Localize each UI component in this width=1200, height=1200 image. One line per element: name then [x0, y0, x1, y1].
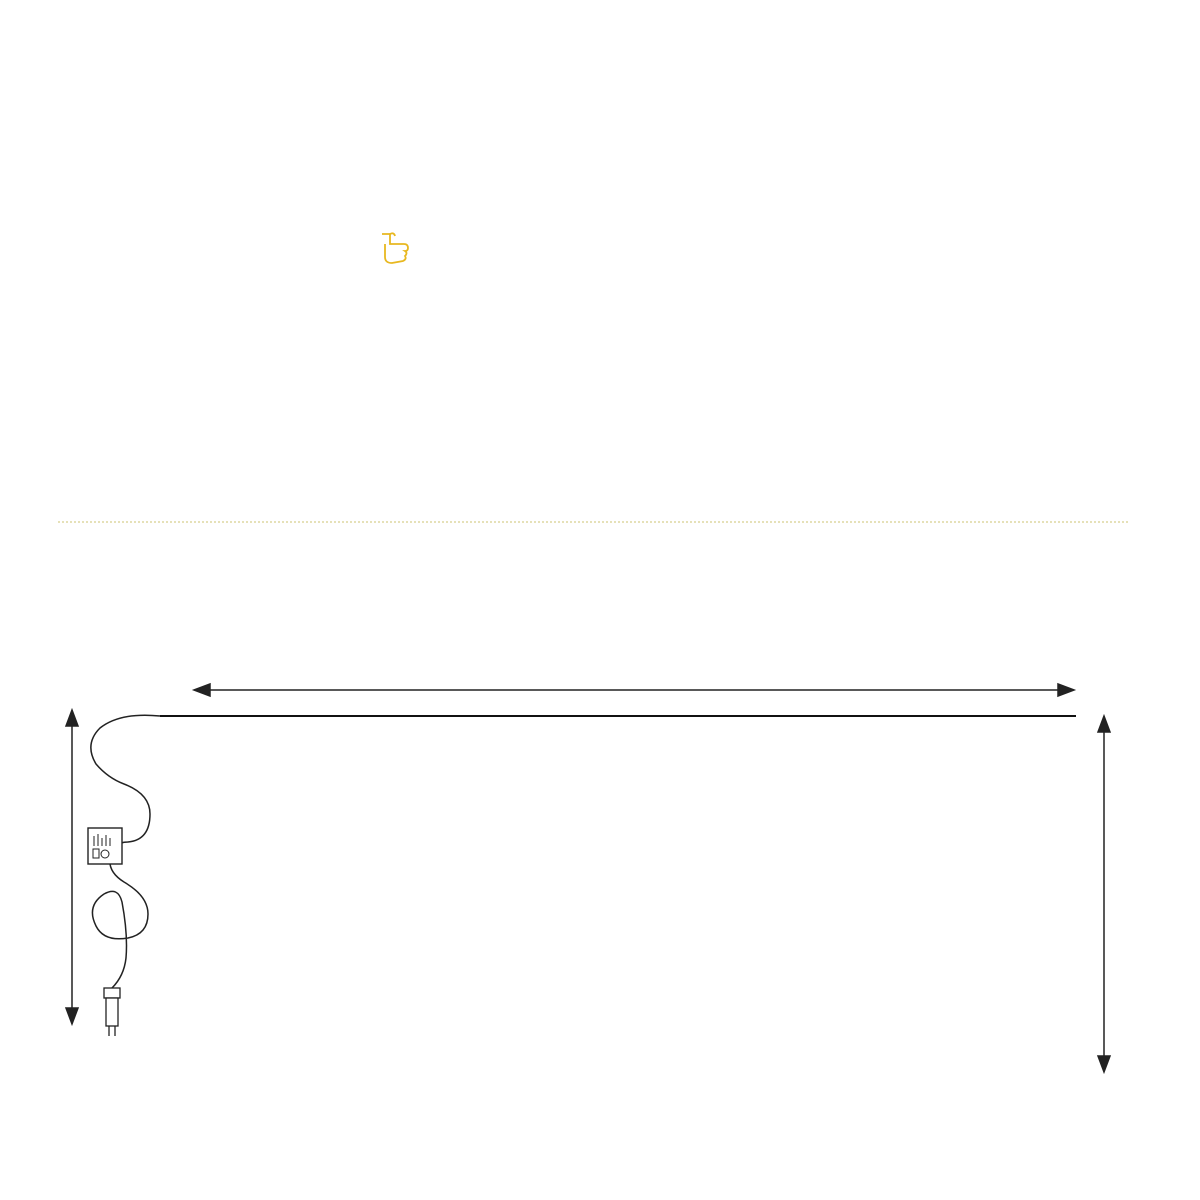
- cable-length-arrow: [66, 710, 78, 1024]
- pointing-hand-icon: [382, 233, 408, 263]
- width-arrow: [194, 684, 1074, 696]
- height-arrow: [1098, 716, 1110, 1072]
- usb-plug-icon: [104, 988, 120, 1036]
- controller-box-icon: [88, 828, 122, 864]
